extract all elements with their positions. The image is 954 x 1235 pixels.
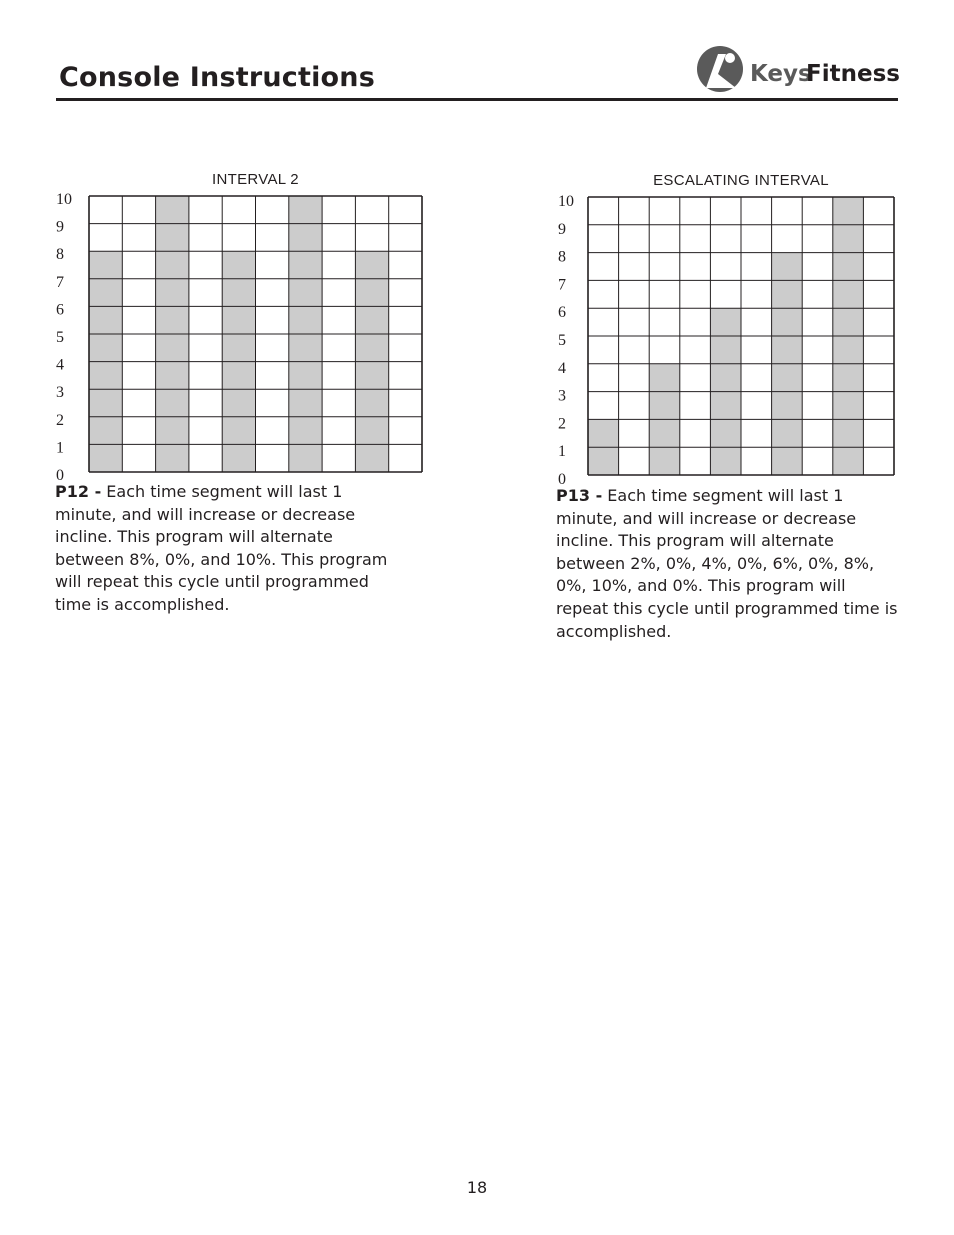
y-tick-label: 7	[558, 276, 566, 294]
y-tick-label: 0	[558, 471, 566, 488]
page-title: Console Instructions	[59, 62, 375, 93]
y-tick-label: 3	[56, 384, 64, 402]
y-tick-label: 10	[56, 191, 72, 208]
y-tick-label: 1	[56, 439, 64, 457]
y-tick-label: 6	[56, 301, 64, 319]
logo-brand-part1: Keys	[750, 61, 812, 87]
y-tick-label: 1	[558, 443, 566, 461]
header-rule	[56, 98, 898, 101]
y-tick-label: 7	[56, 273, 64, 291]
program-p13-code: P13 -	[556, 486, 603, 505]
y-tick-label: 2	[56, 411, 64, 429]
program-p12-description	[55, 481, 395, 617]
logo-brand-part2: Fitness	[806, 61, 900, 87]
keysfitness-logo	[696, 44, 906, 96]
program-p12-text: Each time segment will last 1 minute, and will increase or decrease incline. This program will alternate between 8%, 0%, and 10%. This program will repeat this cycle until programmed time is accomplished.	[55, 482, 388, 614]
y-tick-label: 5	[56, 329, 64, 346]
y-tick-label: 0	[56, 467, 64, 484]
y-tick-label: 9	[558, 220, 566, 238]
y-tick-label: 4	[56, 356, 64, 374]
chart-interval-2	[50, 188, 430, 484]
chart-title-interval-2: INTERVAL 2	[212, 171, 299, 188]
program-p13-description	[556, 485, 902, 643]
y-tick-label: 8	[558, 248, 566, 266]
y-tick-label: 5	[558, 332, 566, 349]
y-tick-label: 10	[558, 193, 574, 210]
y-tick-label: 2	[558, 415, 566, 433]
y-tick-label: 3	[558, 387, 566, 405]
chart-escalating-interval	[552, 190, 902, 488]
y-tick-label: 8	[56, 246, 64, 264]
page-number: 18	[466, 1178, 488, 1197]
program-p12-code: P12 -	[55, 482, 102, 501]
y-tick-label: 4	[558, 359, 566, 377]
y-tick-label: 6	[558, 304, 566, 322]
y-tick-label: 9	[56, 218, 64, 236]
program-p13-text: Each time segment will last 1 minute, and will increase or decrease incline. This program will alternate between 2%, 0%, 4%, 0%, 6%, 0%, 8%, 0%, 10%, and 0%. This program will repeat this cycle until programmed time is accomplished.	[556, 486, 898, 641]
keys-runner-icon	[697, 46, 743, 92]
chart-title-escalating-interval: ESCALATING INTERVAL	[653, 172, 829, 189]
